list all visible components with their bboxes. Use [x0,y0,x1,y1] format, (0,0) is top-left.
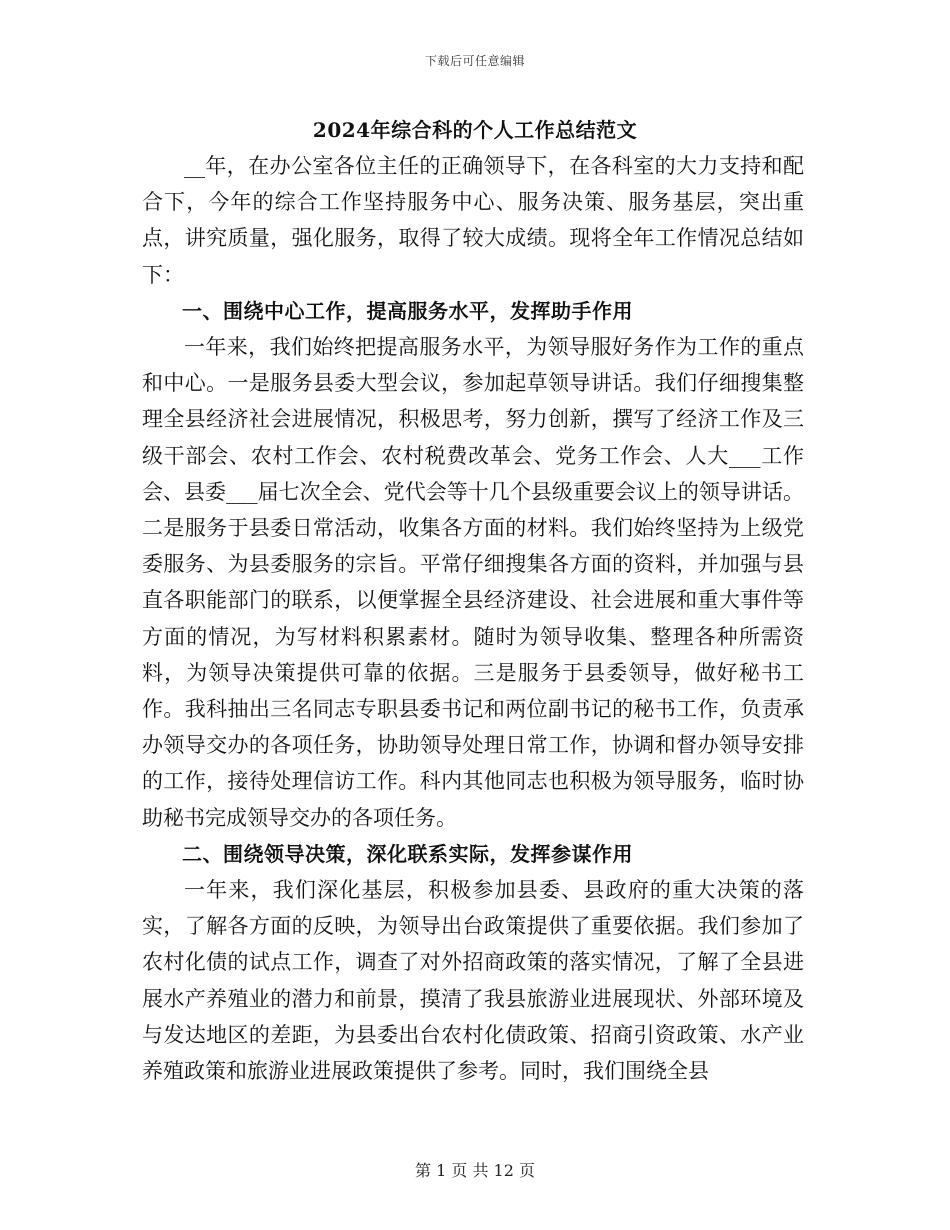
document-body [142,148,804,1089]
section-1-paragraph: 一年来，我们始终把提高服务水平，为领导服好务作为工作的重点和中心。一是服务县委大型会议，参加起草领导讲话。我们仔细搜集整理全县经济社会进展情况，积极思考，努力创新，撰写了经济工作及三级干部会、农村工作会、农村税费改革会、党务工作会、人大___工作会、县委___届七次全会、党代会等十几个县级重要会议上的领导讲话。二是服务于县委日常活动，收集各方面的材料。我们始终坚持为上级党委服务、为县委服务的宗旨。平常仔细搜集各方面的资料，并加强与县直各职能部门的联系，以便掌握全县经济建设、社会进展和重大事件等方面的情况，为写材料积累素材。随时为领导收集、整理各种所需资料，为领导决策提供可靠的依据。三是服务于县委领导，做好秘书工作。我科抽出三名同志专职县委书记和两位副书记的秘书工作，负责承办领导交办的各项任务，协助领导处理日常工作，协调和督办领导安排的工作，接待处理信访工作。科内其他同志也积极为领导服务，临时协助秘书完成领导交办的各项任务。 [142,335,804,830]
intro-paragraph: __年，在办公室各位主任的正确领导下，在各科室的大力支持和配合下，今年的综合工作坚持服务中心、服务决策、服务基层，突出重点，讲究质量，强化服务，取得了较大成绩。现将全年工作情况总结如下： [142,154,804,287]
section-2-paragraph: 一年来，我们深化基层，积极参加县委、县政府的重大决策的落实，了解各方面的反映，为领导出台政策提供了重要依据。我们参加了农村化债的试点工作，调查了对外招商政策的落实情况，了解了全县进展水产养殖业的潜力和前景，摸清了我县旅游业进展现状、外部环境及与发达地区的差距，为县委出台农村化债政策、招商引资政策、水产业养殖政策和旅游业进展政策提供了参考。同时，我们围绕全县 [142,878,804,1084]
section-heading-1: 一、围绕中心工作，提高服务水平，发挥助手作用 [182,298,633,323]
page-number: 第 1 页 共 12 页 [415,1161,535,1180]
document-title: 2024年综合科的个人工作总结范文 [312,118,638,142]
page-header-note: 下载后可任意编辑 [424,54,525,68]
section-heading-2: 二、围绕领导决策，深化联系实际，发挥参谋作用 [182,841,633,866]
